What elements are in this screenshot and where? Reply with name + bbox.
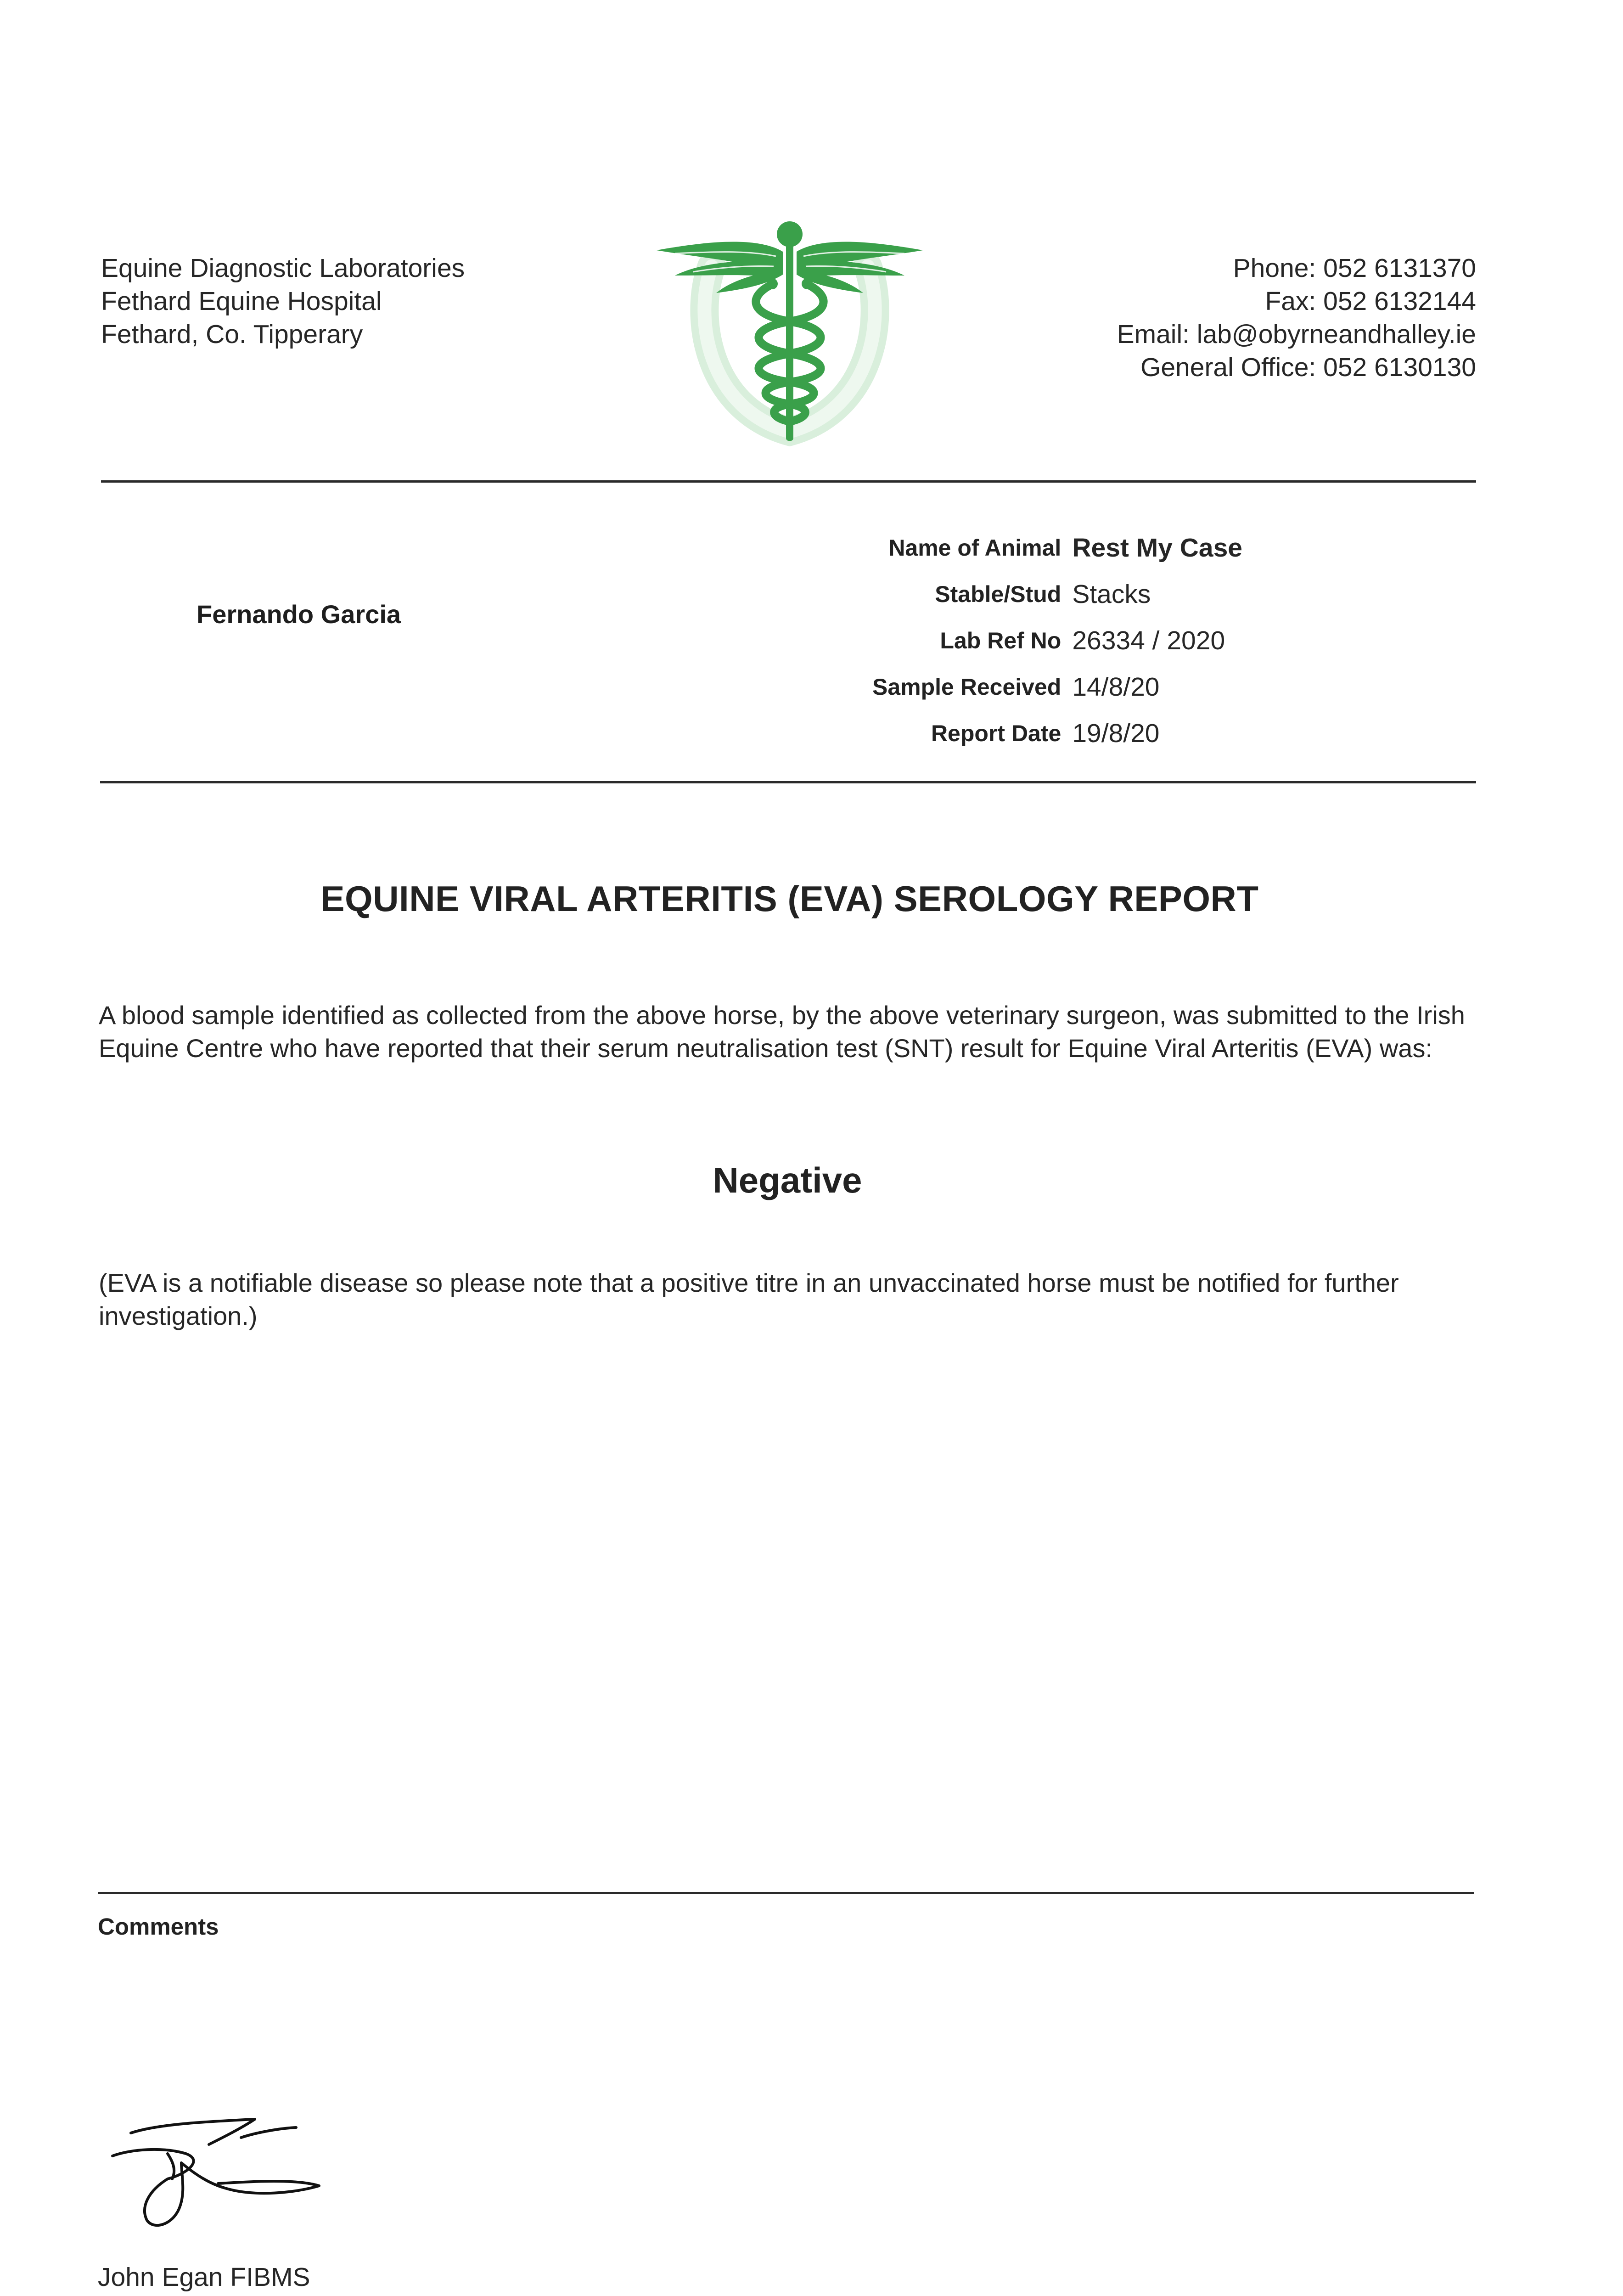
detail-value-stable: Stacks (1072, 579, 1151, 609)
report-body: A blood sample identified as collected from the above horse, by the above veterinary surgeon, was submitted to the Irish Equine Centre who have reported that their serum neutralisation test (SNT) result for Equine Viral Arteritis (EVA) was: (99, 1001, 1465, 1063)
detail-row (872, 664, 1242, 710)
comments-label: Comments (98, 1913, 219, 1940)
recipient-name: Fernando Garcia (197, 600, 401, 629)
test-result: Negative (713, 1160, 862, 1200)
details-divider (100, 781, 1476, 783)
lab-address (101, 252, 465, 351)
comments-divider (98, 1892, 1474, 1894)
header-divider (101, 480, 1476, 483)
lab-name: Equine Diagnostic Laboratories (101, 253, 465, 283)
detail-value-sample-received: 14/8/20 (1072, 672, 1160, 702)
detail-value-lab-ref: 26334 / 2020 (1072, 625, 1225, 655)
lab-fax: Fax: 052 6132144 (1265, 287, 1476, 316)
hospital-name: Fethard Equine Hospital (101, 287, 382, 316)
detail-value-report-date: 19/8/20 (1072, 718, 1160, 748)
caduceus-horseshoe-logo-icon (657, 216, 923, 450)
lab-general-office: General Office: 052 6130130 (1140, 353, 1476, 382)
detail-row (872, 710, 1242, 756)
lab-phone: Phone: 052 6131370 (1233, 253, 1476, 283)
detail-label-animal-name: Name of Animal (888, 535, 1061, 561)
animal-details-table (872, 524, 1242, 756)
detail-label-stable: Stable/Stud (935, 581, 1061, 607)
detail-label-report-date: Report Date (931, 720, 1061, 746)
notifiable-disease-note: (EVA is a notifiable disease so please note that a positive titre in an unvaccinated horse must be notified for further investigation.) (99, 1268, 1399, 1330)
lab-contact-block (1117, 252, 1476, 384)
detail-label-sample-received: Sample Received (872, 674, 1061, 700)
lab-email: Email: lab@obyrneandhalley.ie (1117, 320, 1476, 349)
detail-row (872, 617, 1242, 664)
signatory-name: John Egan FIBMS (98, 2262, 310, 2292)
detail-row (872, 571, 1242, 617)
report-title: EQUINE VIRAL ARTERITIS (EVA) SEROLOGY REPORT (320, 878, 1259, 919)
detail-row (872, 524, 1242, 571)
detail-label-lab-ref: Lab Ref No (940, 627, 1061, 653)
detail-value-animal-name: Rest My Case (1072, 533, 1242, 563)
lab-location: Fethard, Co. Tipperary (101, 320, 363, 349)
handwritten-signature-icon (103, 2110, 333, 2234)
